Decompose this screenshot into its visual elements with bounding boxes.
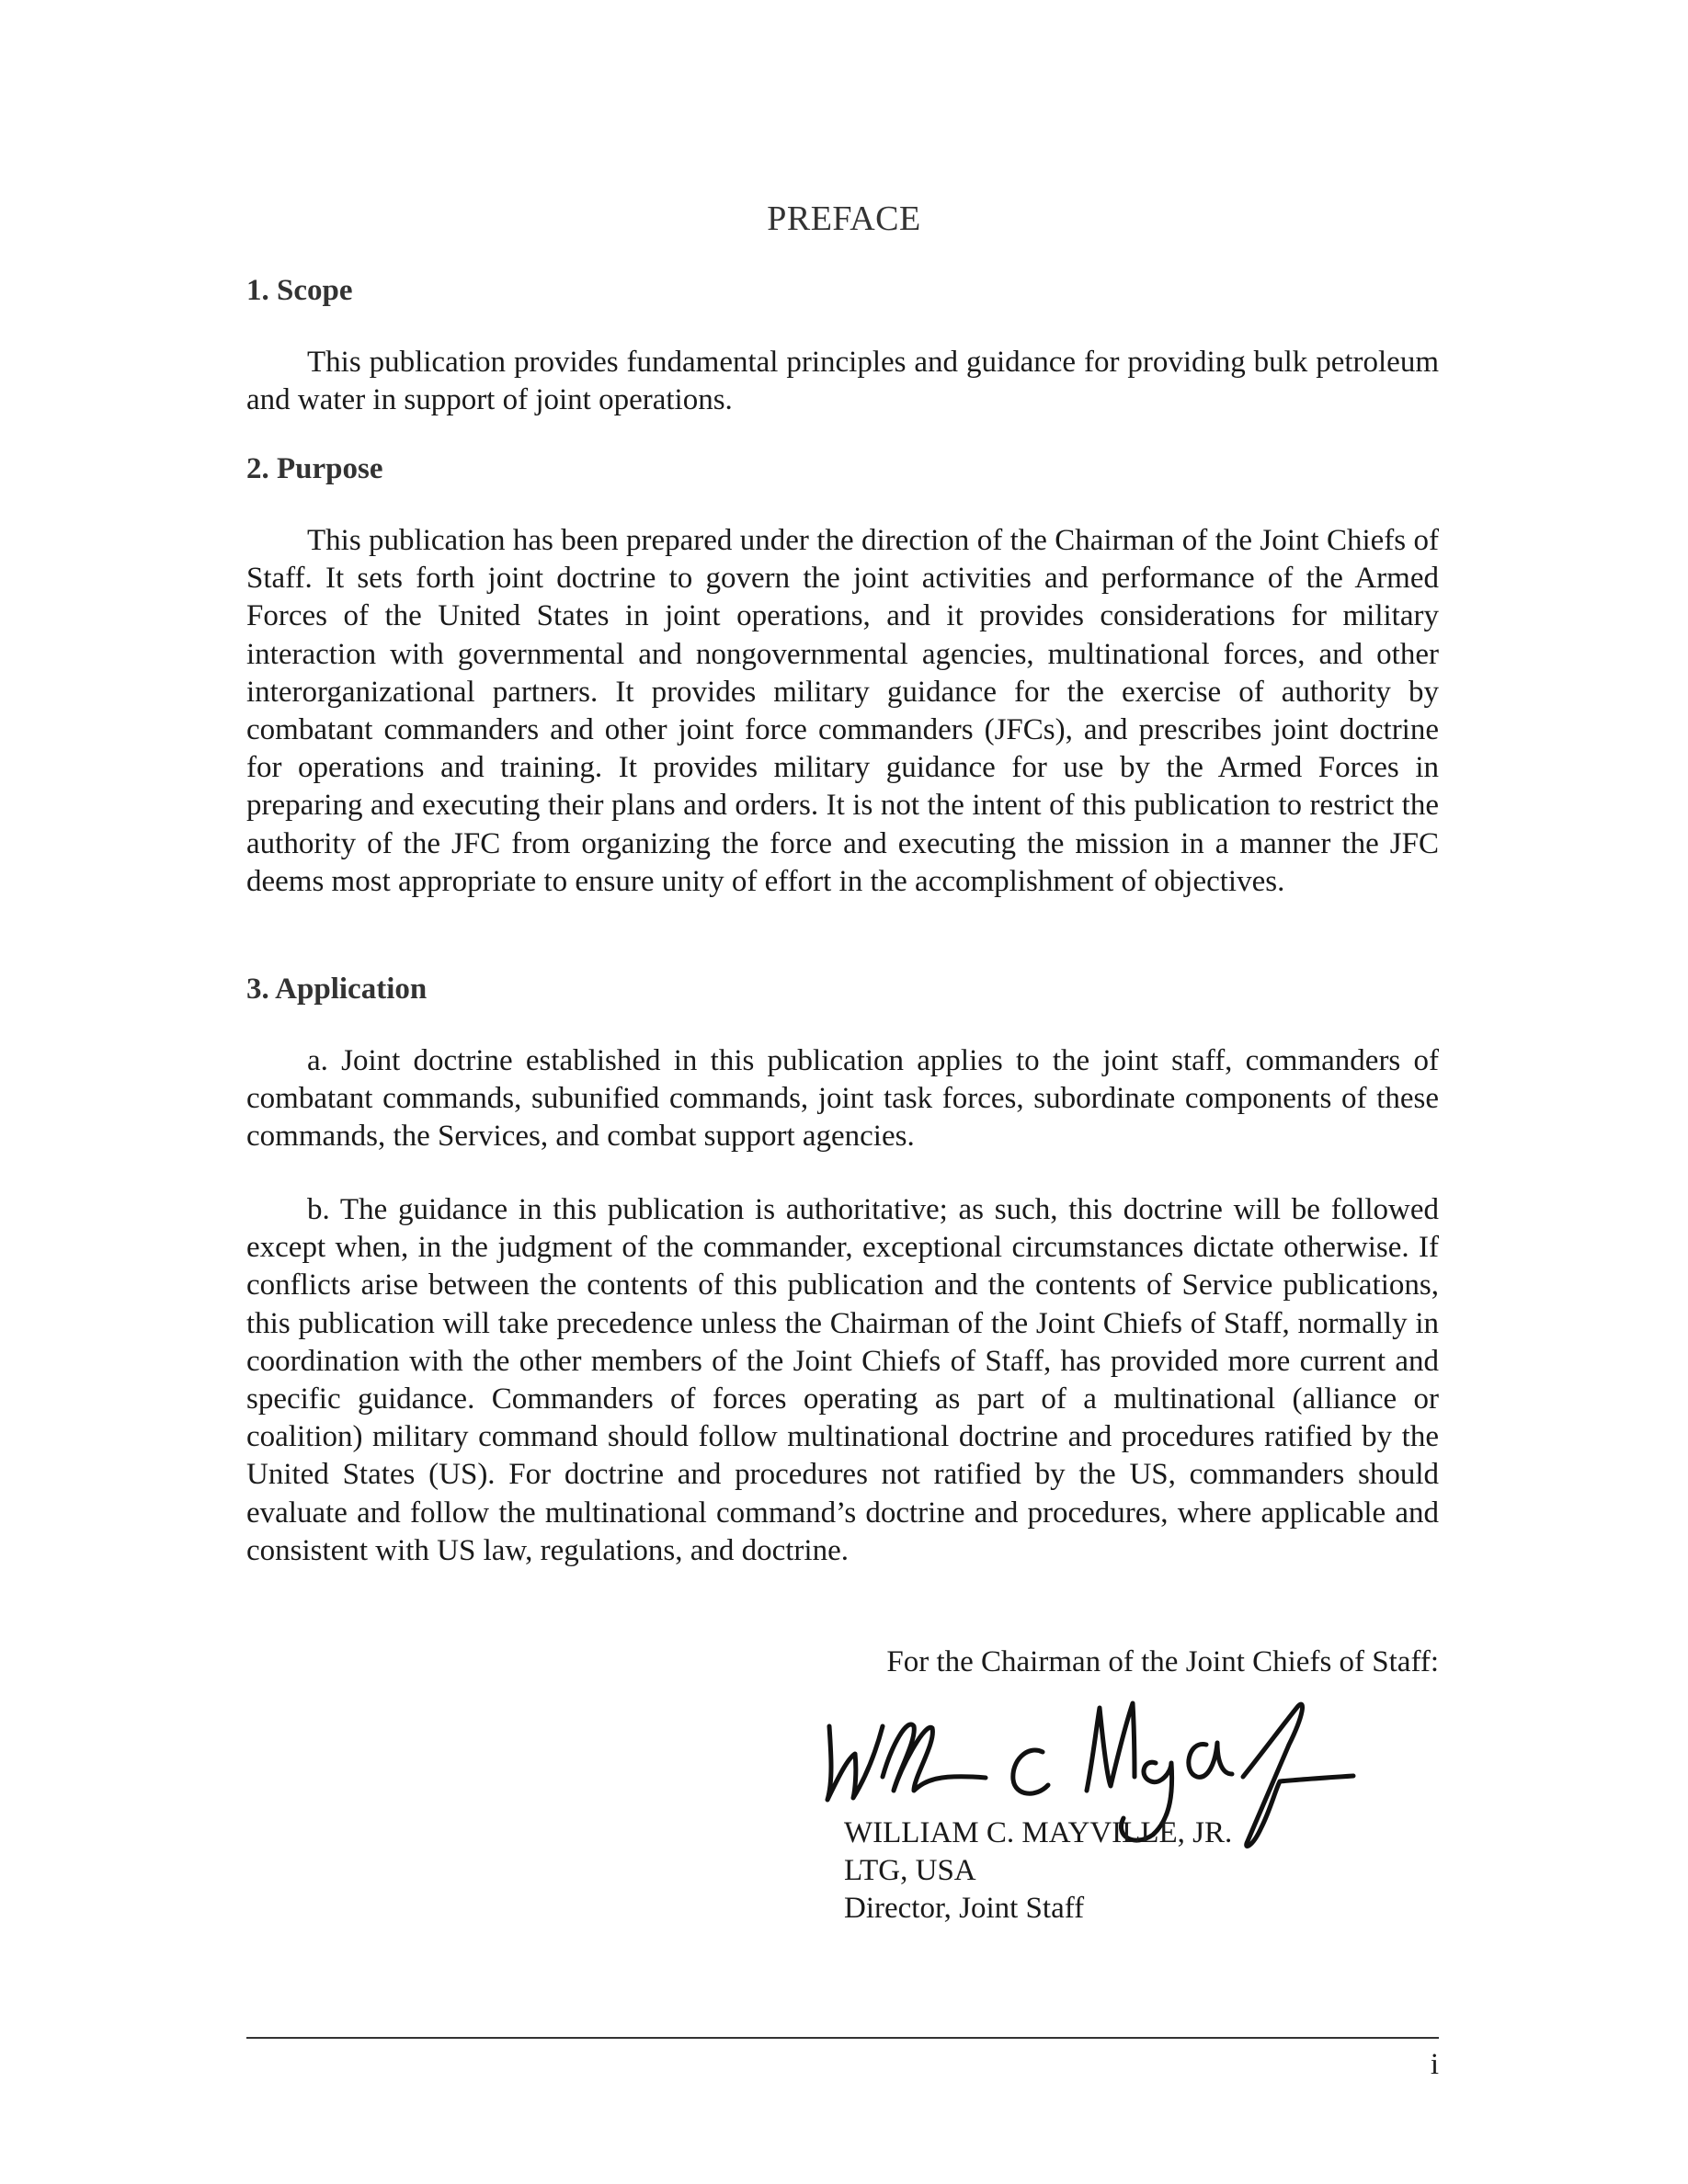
signatory-title: Director, Joint Staff — [844, 1892, 1085, 1925]
purpose-paragraph: This publication has been prepared under the direction of the Chairman of the Joint Chiefs of Staff. It sets forth joint doctrine to govern the joint activities and performance of the Armed Forces of the United States in joint operations, and it provides considerations for military interaction with governmental and nongovernmental agencies, multinational forces, and other interorganizational partners. It provides military guidance for the exercise of authority by combatant commanders and other joint force commanders (JFCs), and prescribes joint doctrine for operations and training. It provides military guidance for use by the Armed Forces in preparing and executing their plans and orders. It is not the intent of this publication to restrict the authority of the JFC from organizing the force and executing the mission in a manner the JFC deems most appropriate to ensure unity of effort in the accomplishment of objectives. — [246, 524, 1439, 898]
footer-rule — [246, 2037, 1439, 2039]
page-number: i — [1430, 2048, 1439, 2081]
section-heading-scope: 1. Scope — [246, 274, 353, 307]
application-paragraph-b: b. The guidance in this publication is authoritative; as such, this doctrine will be followed except when, in the judgment of the commander, exceptional circumstances dictate otherwise. If conflicts arise between the contents of this publication and the contents of Service publications, this publication will take precedence unless the Chairman of the Joint Chiefs of Staff, normally in coordination with the other members of the Joint Chiefs of Staff, has provided more current and specific guidance. Commanders of forces operating as part of a multinational (alliance or coalition) military command should follow multinational doctrine and procedures ratified by the United States (US). For doctrine and procedures not ratified by the US, commanders should evaluate and follow the multinational command’s doctrine and procedures, where applicable and consistent with US law, regulations, and doctrine. — [246, 1193, 1439, 1567]
signature-closing-line: For the Chairman of the Joint Chiefs of Staff: — [886, 1645, 1439, 1678]
scope-paragraph: This publication provides fundamental principles and guidance for providing bulk petroleum and water in support of joint operations. — [246, 346, 1439, 417]
signatory-name: WILLIAM C. MAYVILLE, JR. — [844, 1816, 1233, 1849]
page-title: PREFACE — [767, 199, 921, 238]
application-paragraph-a: a. Joint doctrine established in this publication applies to the joint staff, commanders of combatant commands, subunified commands, joint task forces, subordinate components of these commands, the Services, and combat support agencies. — [246, 1044, 1439, 1154]
section-heading-purpose: 2. Purpose — [246, 452, 383, 485]
section-heading-application: 3. Application — [246, 973, 428, 1006]
signatory-rank: LTG, USA — [844, 1854, 976, 1887]
